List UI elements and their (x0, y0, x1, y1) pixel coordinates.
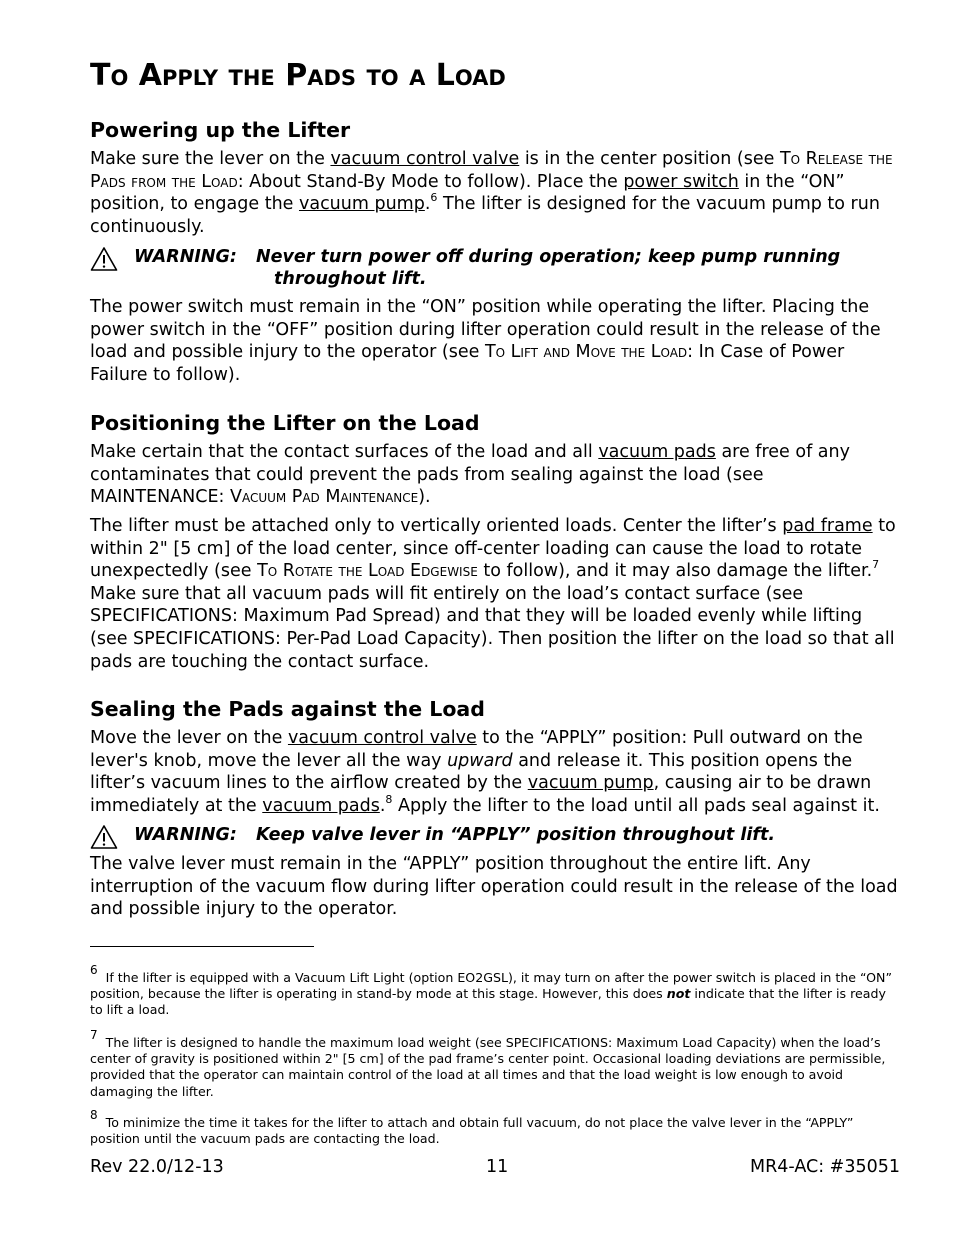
vacuum-pump-term: vacuum pump (298, 194, 425, 215)
text-run: If the lifter is equipped with a Vacuum Lift Light (option EO2GSL), it may turn on after the power switch is placed in the “ON” position, because the lifter is operating in stand-by mode at this stage. However, this does (90, 970, 892, 1002)
text-run: Move the lever on the (90, 728, 288, 748)
warning-valve-lever (90, 824, 900, 850)
page-title: To Apply the Pads to a Load (90, 58, 506, 93)
footnote-8 (90, 1107, 900, 1147)
text-run: To minimize the time it takes for the lifter to attach and obtain full vacuum, do not place the valve lever in the “APPLY” position until the vacuum pads are contacting the load. (90, 1115, 854, 1147)
text-run: The lifter is designed for the vacuum pump to run continuously. (90, 194, 880, 237)
cross-reference: To Release the Pads from the Load (90, 149, 893, 192)
vacuum-pads-term: vacuum pads (598, 442, 716, 462)
warning-power (90, 246, 900, 292)
text-run: . (424, 194, 431, 215)
text-run: The lifter must be attached only to vertically oriented loads. Center the lifter’s (90, 516, 783, 536)
pad-frame-term: pad frame (782, 516, 873, 536)
footnote-number: 8 (90, 1108, 98, 1122)
warning-label: WARNING: (134, 247, 237, 267)
paragraph-sealing (90, 727, 900, 817)
emphasis-upward: upward (447, 750, 513, 771)
warning-text-continued: throughout lift. (274, 269, 427, 289)
footer-document-id: MR4-AC: #35051 (750, 1157, 900, 1177)
text-run: Make sure the lever on the (90, 149, 331, 169)
footnote-ref-8: 8 (385, 792, 393, 806)
footnote-6 (90, 962, 900, 1019)
power-switch-term: power switch (623, 171, 739, 192)
text-run: : About Stand-By Mode to follow). Place the (237, 171, 624, 192)
vacuum-control-valve-term: vacuum control valve (330, 149, 520, 169)
text-run: to within 2" [5 cm] of the load center, since off-center loading can cause the load to rotate unexpectedly (see (90, 516, 896, 582)
section-heading-positioning: Positioning the Lifter on the Load (90, 411, 480, 435)
footer-revision: Rev 22.0/12-13 (90, 1157, 224, 1177)
text-run: in the “ON” position, to engage the (90, 171, 845, 215)
footnote-number: 7 (90, 1028, 98, 1042)
text-run: . (379, 795, 386, 816)
warning-text: Never turn power off during operation; keep pump running (256, 247, 841, 267)
text-run: The lifter is designed to handle the maximum load weight (see SPECIFICATIONS: Maximum Load Capacity) when the load’s center of gravity is positioned within 2" [5 cm] of the pad frame’s center point. Occasional loading deviations are permissible, provided that the operator can maintain control of the load at all times and that the load weight is low enough to avoid damaging the lifter. (90, 1035, 886, 1099)
footnote-7 (90, 1027, 900, 1100)
vacuum-control-valve-term: vacuum control valve (287, 728, 477, 748)
page-number: 11 (486, 1157, 509, 1177)
text-run: are free of any contaminates that could prevent the pads from sealing against the load (see MAINTENANCE: (90, 442, 850, 508)
text-run: to the “APPLY” position: Pull outward on the lever's knob, move the lever all the way (90, 728, 863, 771)
paragraph-powering-up (90, 148, 900, 238)
vacuum-pump-term: vacuum pump (527, 773, 654, 794)
text-run: Make sure that all vacuum pads will fit entirely on the load’s contact surface (see SPECIFICATIONS: Maximum Pad Spread) and that they will be loaded evenly while lifting (see SPECIFICATIONS: Per-Pad Load Capacity). Then position the lifter on the load so that all pads are touching the contact surface. (90, 583, 895, 672)
text-run: Make certain that the contact surfaces of the load and all (90, 442, 599, 462)
warning-triangle-icon (90, 824, 118, 850)
section-heading-powering-up: Powering up the Lifter (90, 118, 351, 142)
text-run: , causing air to be drawn immediately at the (90, 773, 872, 816)
emphasis-not: not (666, 986, 691, 1002)
text-run: The power switch must remain in the “ON” position while operating the lifter. Placing the power switch in the “OFF” position during lifter operation could result in the release of the load and possible injury to the operator (see (90, 297, 881, 363)
text-run: ). (418, 487, 431, 508)
vacuum-pads-term: vacuum pads (262, 795, 380, 816)
text-run: : In Case of Power Failure to follow). (90, 342, 845, 385)
footnote-divider (90, 946, 314, 947)
footnote-number: 6 (90, 963, 98, 977)
text-run: is in the center position (see (519, 149, 780, 169)
footnote-ref-6: 6 (430, 191, 438, 205)
paragraph-contact-surfaces (90, 441, 900, 509)
paragraph-valve-lever: The valve lever must remain in the “APPLY” position throughout the entire lift. Any interruption of the vacuum flow during lifter operation could result in the release of the load and possible injury to the operator. (90, 854, 898, 920)
text-run: and release it. This position opens the lifter’s vacuum lines to the airflow created by the (90, 750, 853, 794)
warning-text: Keep valve lever in “APPLY” position throughout lift. (256, 825, 776, 845)
paragraph-attach-orientation (90, 515, 900, 673)
warning-triangle-icon (90, 246, 118, 272)
text-run: indicate that the lifter is ready to lift a load. (90, 986, 886, 1018)
text-run: to follow), and it may also damage the lifter. (477, 561, 873, 582)
warning-label: WARNING: (134, 825, 237, 845)
footnote-ref-7: 7 (872, 558, 880, 572)
text-run: Apply the lifter to the load until all pads seal against it. (392, 795, 880, 816)
cross-reference: To Rotate the Load Edgewise (257, 561, 478, 582)
paragraph-power-switch (90, 296, 900, 386)
cross-reference: To Lift and Move the Load (484, 342, 688, 363)
cross-reference: Vacuum Pad Maintenance (229, 487, 419, 508)
section-heading-sealing: Sealing the Pads against the Load (90, 697, 485, 721)
